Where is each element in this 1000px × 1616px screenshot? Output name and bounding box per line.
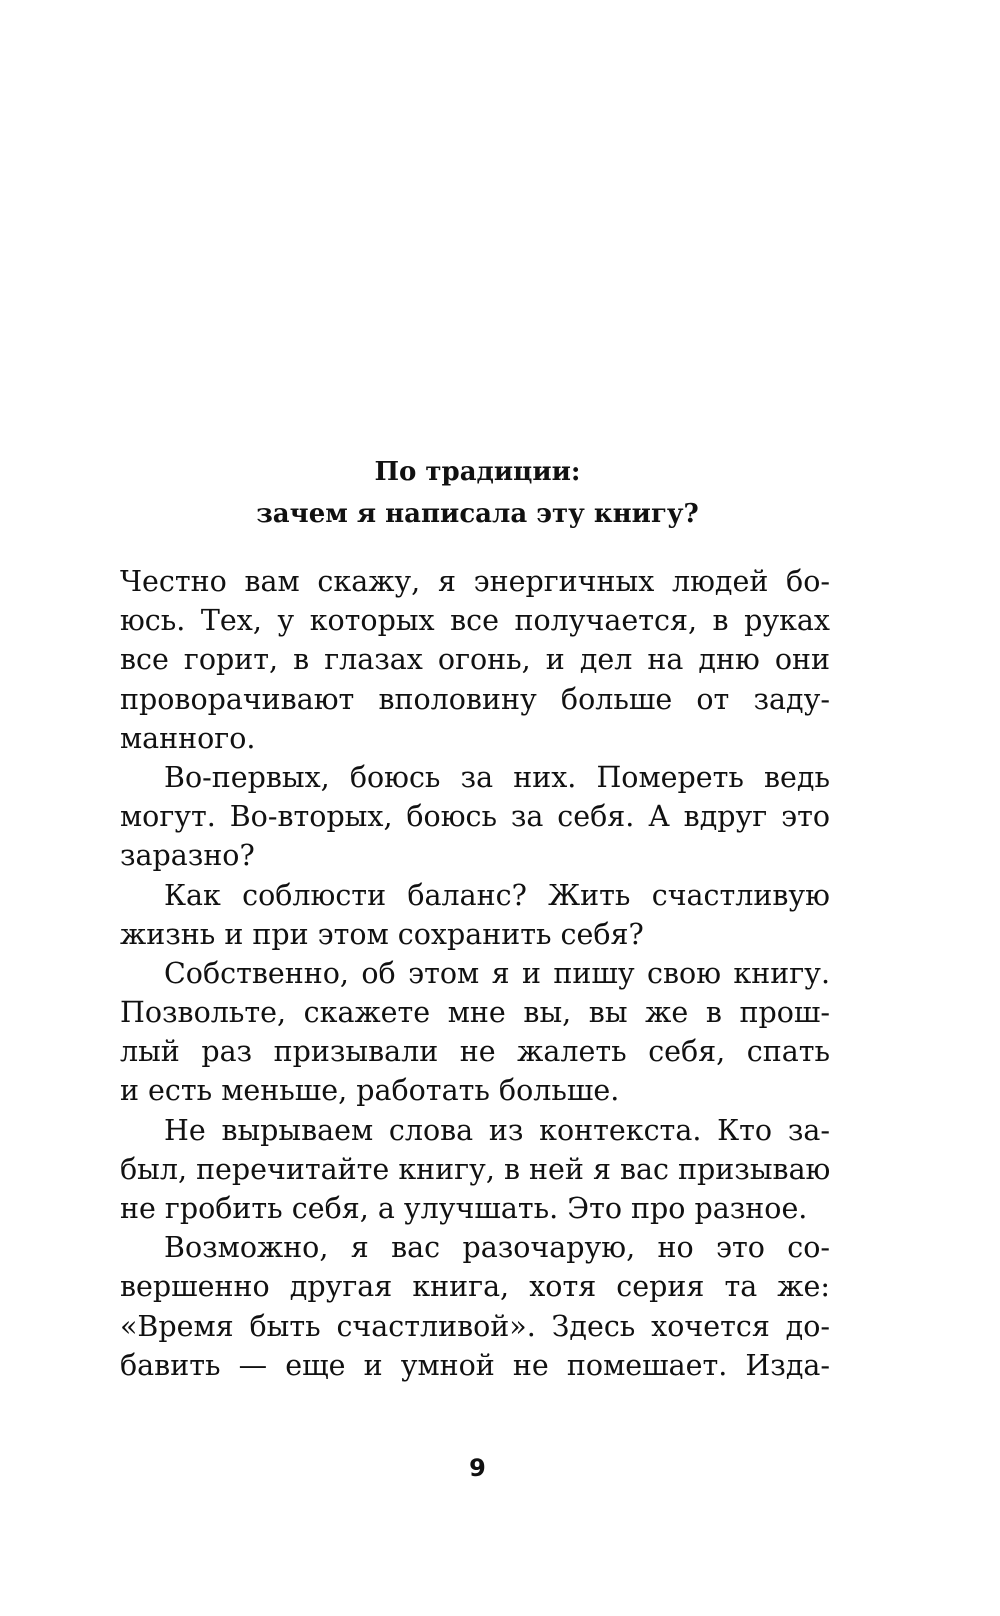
text-line: все горит, в глазах огонь, и дел на дню они (120, 643, 830, 677)
text-line: был, перечитайте книгу, в ней я вас призываю (120, 1152, 830, 1186)
text-line: бавить — еще и умной не помешает. Изда- (120, 1348, 830, 1382)
text-line: заразно? (120, 839, 255, 873)
chapter-body (120, 562, 830, 1385)
text-line: жизнь и при этом сохранить себя? (120, 917, 644, 951)
text-line: и есть меньше, работать больше. (120, 1074, 620, 1108)
text-line: Собственно, об этом я и пишу свою книгу. (164, 956, 830, 990)
text-line: Позвольте, скажете мне вы, вы же в прош- (120, 996, 830, 1030)
text-line: манного. (120, 721, 256, 755)
text-line: проворачивают вполовину больше от заду- (120, 682, 830, 716)
text-line: Как соблюсти баланс? Жить счастливую (164, 878, 830, 912)
text-line: Честно вам скажу, я энергичных людей бо- (120, 565, 830, 598)
text-line: лый раз призывали не жалеть себя, спать (120, 1035, 830, 1069)
chapter-title-line-2: зачем я написала эту книгу? (256, 499, 699, 529)
text-line: не гробить себя, а улучшать. Это про разное. (120, 1192, 808, 1225)
text-line: «Время быть счастливой». Здесь хочется до- (120, 1309, 830, 1343)
text-line: юсь. Тех, у которых все получается, в руках (120, 604, 830, 638)
text-line: вершенно другая книга, хотя серия та же: (120, 1270, 830, 1304)
text-line: Не вырываем слова из контекста. Кто за- (164, 1113, 830, 1147)
text-line: могут. Во-вторых, боюсь за себя. А вдруг это (120, 800, 830, 834)
page-number: 9 (469, 1454, 486, 1482)
text-line: Во-первых, боюсь за них. Помереть ведь (164, 760, 830, 794)
text-line: Возможно, я вас разочарую, но это со- (164, 1231, 830, 1265)
chapter-title-line-1: По традиции: (374, 457, 581, 487)
